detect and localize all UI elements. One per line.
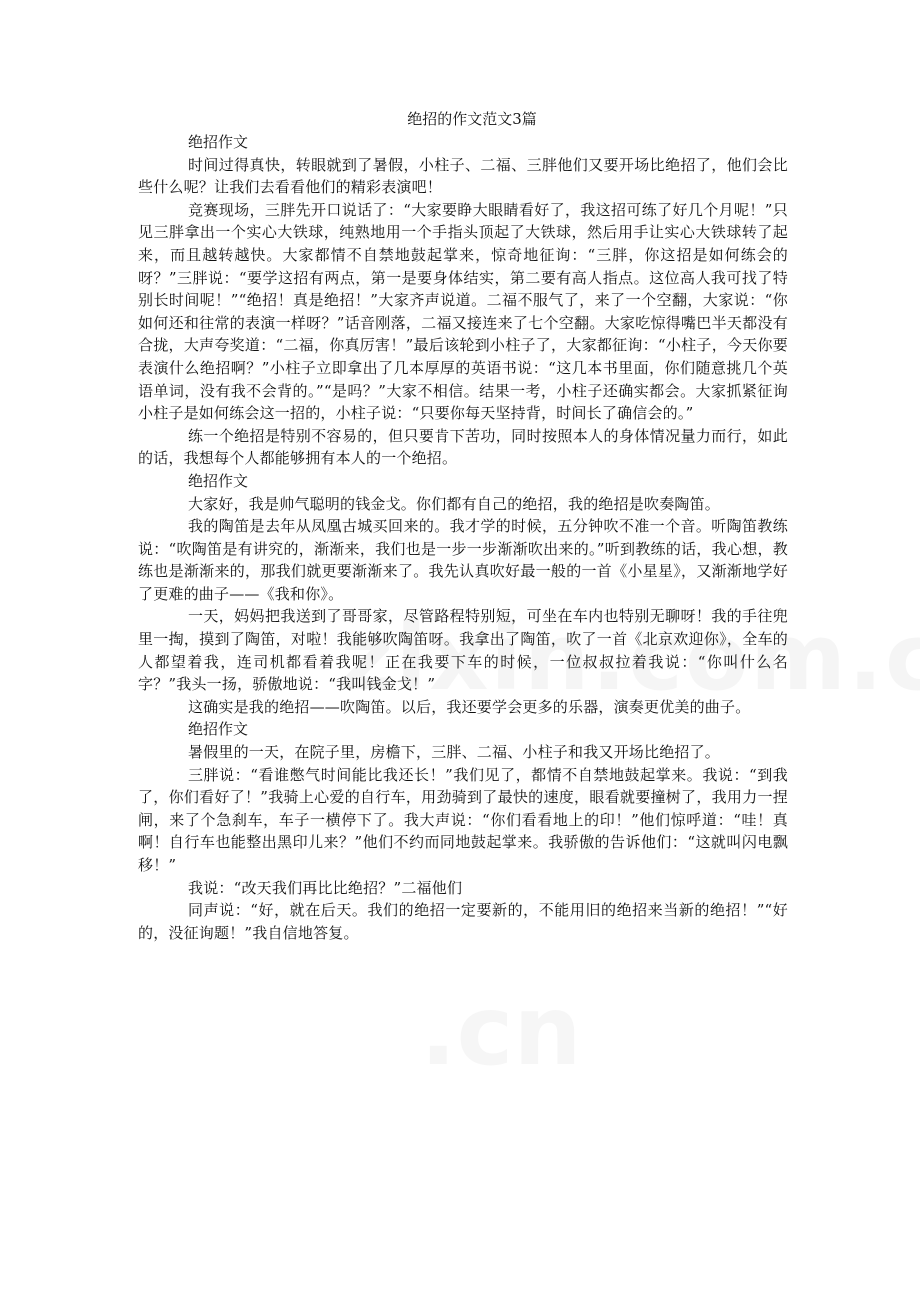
paragraph: 时间过得真快，转眼就到了暑假，小柱子、二福、三胖他们又要开场比绝招了，他们会比些什么呢？让我们去看看他们的精彩表演吧！: [138, 155, 788, 197]
paragraph: 同声说：“好，就在后天。我们的绝招一定要新的，不能用旧的绝招来当新的绝招！”“好的，没征询题！”我自信地答复。: [138, 901, 788, 942]
essay-section-3: [138, 718, 788, 944]
section-heading: 绝招作文: [188, 720, 249, 739]
paragraph: 竞赛现场，三胖先开口说话了：“大家要睁大眼睛看好了，我这招可练了好几个月呢！”只见三胖拿出一个实心大铁球，纯熟地用一个手指头顶起了大铁球，然后用手让实心大铁球转了起来，而且越转越快。大家都情不自禁地鼓起掌来，惊奇地征询：“三胖，你这招是如何练会的呀？”三胖说：“要学这招有两点，第一是要身体结实，第二要有高人指点。这位高人我可找了特别长时间呢！”“绝招！真是绝招！”大家齐声说道。二福不服气了，来了一个空翻，大家说：“你如何还和往常的表演一样呀？”话音刚落，二福又接连来了七个空翻。大家吃惊得嘴巴半天都没有合拢，大声夸奖道：“二福，你真厉害！”最后该轮到小柱子了，大家都征询：“小柱子，今天你要表演什么绝招啊？”小柱子立即拿出了几本厚厚的英语书说：“这几本书里面，你们随意挑几个英语单词，没有我不会背的。”“是吗？”大家不相信。结果一考，小柱子还确实都会。大家抓紧征询小柱子是如何练会这一招的，小柱子说：“只要你每天坚持背，时间长了确信会的。”: [138, 200, 788, 423]
paragraph: 练一个绝招是特别不容易的，但只要肯下苦功，同时按照本人的身体情况量力而行，如此的话，我想每个人都能够拥有本人的一个绝招。: [138, 426, 788, 468]
essay-section-1: [138, 131, 788, 470]
paragraph: 我说：“改天我们再比比绝招？”二福他们: [188, 878, 463, 897]
section-heading: 绝招作文: [188, 133, 249, 151]
section-heading: 绝招作文: [188, 471, 249, 490]
watermark-secondary: [420, 975, 582, 1087]
paragraph: 这确实是我的绝招——吹陶笛。以后，我还要学会更多的乐器，演奏更优美的曲子。: [188, 697, 751, 716]
paragraph: 大家好，我是帅气聪明的钱金戈。你们都有自己的绝招，我的绝招是吹奏陶笛。: [188, 494, 721, 513]
document-title: 绝招的作文范文3篇: [407, 110, 537, 128]
essay-section-2: [138, 470, 788, 719]
paragraph: 一天，妈妈把我送到了哥哥家，尽管路程特别短，可坐在车内也特别无聊呀！我的手往兜里一掏，摸到了陶笛，对啦！我能够吹陶笛呀。我拿出了陶笛，吹了一首《北京欢迎你》，全车的人都望着我，连司机都看着我呢！正在我要下车的时候，一位叔叔拉着我说：“你叫什么名字？”我头一扬，骄傲地说：“我叫钱金戈！”: [138, 607, 788, 694]
paragraph: 三胖说：“看谁憋气时间能比我还长！”我们见了，都情不自禁地鼓起掌来。我说：“到我了，你们看好了！”我骑上心爱的自行车，用劲骑到了最快的速度，眼看就要撞树了，我用力一捏闸，来了个急刹车，车子一横停下了。我大声说：“你们看看地上的印！”他们惊呼道：“哇！真啊！自行车也能整出黑印儿来？”他们不约而同地鼓起掌来。我骄傲的告诉他们：“这就叫闪电飘移！”: [138, 765, 788, 874]
paragraph: 暑假里的一天，在院子里，房檐下，三胖、二福、小柱子和我又开场比绝招了。: [188, 743, 721, 762]
document-page: [138, 108, 788, 944]
paragraph: 我的陶笛是去年从凤凰古城买回来的。我才学的时候，五分钟吹不准一个音。听陶笛教练说：“吹陶笛是有讲究的，渐渐来，我们也是一步一步渐渐吹出来的。”听到教练的话，我心想，教练也是渐渐来的，那我们就更要渐渐来了。我先认真吹好最一般的一首《小星星》，又渐渐地学好了更难的曲子——《我和你》。: [138, 517, 788, 603]
